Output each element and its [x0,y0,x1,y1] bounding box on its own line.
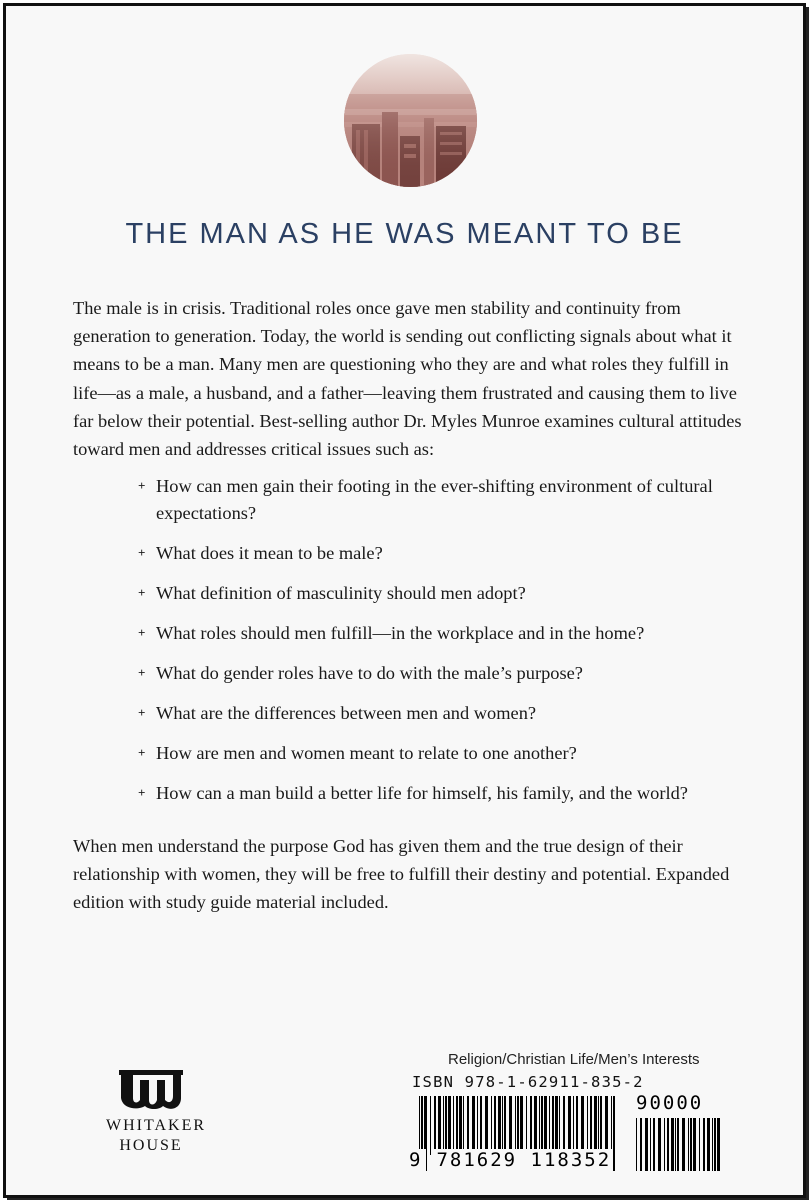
barcode-bar [509,1096,512,1155]
city-skyline-photo [344,54,477,187]
barcode-bar [613,1096,615,1171]
barcode-bar [707,1118,710,1171]
barcode-bar [712,1118,713,1171]
barcode-bar [717,1118,720,1171]
list-item: + How are men and women meant to relate to one another? [136,740,736,767]
barcode-bar [549,1096,550,1155]
publisher-logo [106,1070,207,1156]
barcode-bar [590,1096,592,1155]
barcode-bar [434,1096,436,1155]
barcode-bar [690,1118,692,1171]
barcode-bar [504,1096,506,1155]
barcode-bar [534,1096,537,1155]
barcode-bar [594,1096,597,1155]
barcode-bar [682,1118,685,1171]
barcode-bar [477,1096,478,1155]
barcode-bar [498,1096,501,1155]
barcode-bar [544,1096,547,1155]
isbn-text: ISBN 978-1-62911-835-2 [412,1073,644,1091]
barcode-bar [463,1096,464,1155]
barcode-bar [658,1118,661,1171]
barcode-bar [699,1118,700,1171]
barcode-bar [539,1096,540,1155]
barcode-bar [675,1118,676,1171]
barcode-bar [541,1096,543,1155]
barcode-bar [667,1118,669,1171]
barcode-bar [443,1096,444,1155]
barcode-bar [494,1096,496,1155]
list-item: + What does it mean to be male? [136,540,736,567]
publisher-name-line1: WHITAKER [106,1117,207,1134]
list-item: + What definition of masculinity should men adopt? [136,580,736,607]
barcode-bar [598,1096,599,1155]
closing-paragraph: When men understand the purpose God has given them and the true design of their relationship with women, they will be free to fulfill their destiny and potential. Expanded edition with study guide material included. [73,836,730,913]
barcode-bar [491,1096,492,1155]
barcode-bar [430,1096,431,1155]
barcode-first-digit: 9 [409,1149,426,1171]
barcode-bar [445,1096,447,1155]
barcode-bar [605,1096,608,1155]
barcode-bar [645,1118,648,1171]
price-code: 90000 [636,1092,704,1114]
barcode-bar [472,1096,475,1155]
barcode-bar [650,1118,651,1171]
barcode-bar [530,1096,532,1155]
barcode-bar [714,1118,716,1171]
barcode-bar [693,1118,696,1171]
barcode-bar [453,1096,454,1155]
barcode-bar [438,1096,441,1155]
barcode-bar [467,1096,469,1155]
list-item: + How can a man build a better life for himself, his family, and the world? [136,780,736,807]
barcode-bar [671,1118,674,1171]
barcode-bar [485,1096,488,1155]
barcode-bar [664,1118,665,1171]
publisher-name-line2: HOUSE [119,1137,183,1154]
barcode-bar [456,1096,458,1155]
question-list [136,473,736,807]
barcode-bar [480,1096,482,1155]
book-back-cover [3,3,806,1198]
barcode-bar [502,1096,503,1155]
barcode-bar [555,1096,558,1155]
barcode-bar [573,1096,574,1155]
barcode-number [409,1149,613,1171]
barcode-bar [581,1096,584,1155]
barcode-bar [520,1096,523,1155]
barcode-bar [552,1096,554,1155]
list-item: + What are the differences between men and women? [136,700,736,727]
barcode-bar [563,1096,565,1155]
barcode-bar [559,1096,560,1155]
barcode-bar [576,1096,578,1155]
list-item: + What roles should men fulfill—in the workplace and in the home? [136,620,736,647]
barcode-bar [640,1118,642,1171]
category-label: Religion/Christian Life/Men’s Interests [448,1051,700,1068]
barcode-bar [568,1096,571,1155]
intro-paragraph: The male is in crisis. Traditional roles once gave men stability and continuity from generation to generation. Today, the world is sending out conflicting signals about what it means to be a man. Many men are questioning who they are and what roles they fulfill in life—as a male, a husband, and a father—leaving them frustrated and causing them to live far below their potential. Best-selling author Dr. Myles Munroe examines cultural attitudes toward men and addresses critical issues such as: [73,298,742,460]
barcode-bar [653,1118,655,1171]
barcode-digits: 781629 118352 [436,1149,612,1171]
barcode-bar [526,1096,527,1155]
barcode-bar [677,1118,679,1171]
book-title: THE MAN AS HE WAS MEANT TO BE [125,218,684,250]
barcode-bar [587,1096,588,1155]
barcode-bar [459,1096,462,1155]
list-item: + How can men gain their footing in the ever-shifting environment of cultural expectations? [136,473,736,527]
barcode-bar [636,1118,637,1171]
whitaker-house-w-logo-icon [119,1070,183,1110]
barcode-bar [688,1118,689,1171]
barcode-bar [600,1096,602,1155]
barcode-bar [448,1096,451,1155]
barcode-bar [703,1118,705,1171]
list-item: + What do gender roles have to do with the male’s purpose? [136,660,736,687]
